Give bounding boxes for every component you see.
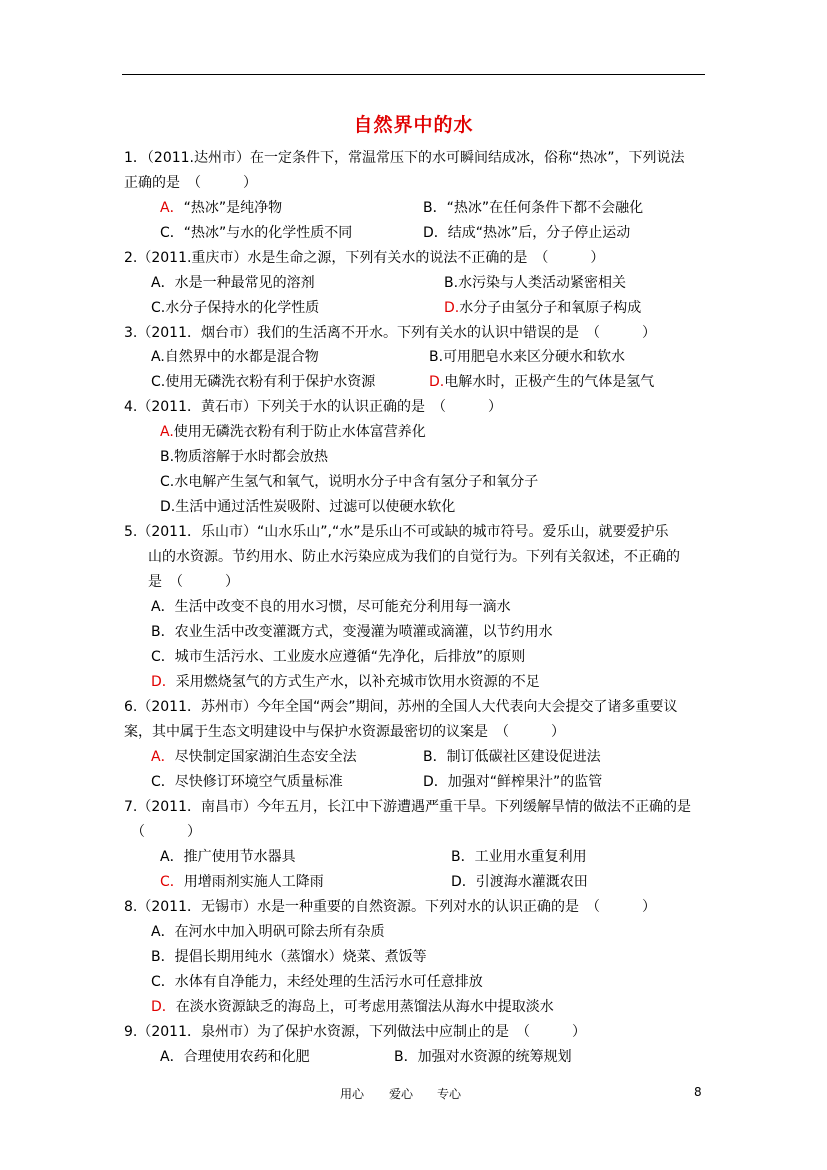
option-letter: A．	[160, 200, 184, 216]
option-letter: C．	[151, 774, 175, 790]
question-5-stem: 5.（2011．乐山市）“山水乐山”,“水”是乐山不可或缺的城市符号。爱乐山，就要爱护乐	[124, 524, 669, 540]
question-2-option	[444, 273, 626, 293]
option-text: 工业用水重复利用	[474, 849, 587, 865]
option-letter: A．	[160, 1049, 184, 1065]
option-letter: B．	[394, 1049, 418, 1065]
question-6-option	[151, 772, 343, 792]
footer-item: 用心	[340, 1087, 365, 1101]
option-text: 水是一种最常见的溶剂	[174, 275, 315, 291]
question-5-option	[151, 597, 511, 617]
option-letter: D．	[423, 774, 448, 790]
question-9-stem: 9.（2011．泉州市）为了保护水资源，下列做法中应制止的是 （ ）	[124, 1024, 586, 1040]
option-letter: C．	[151, 649, 175, 665]
option-text: “热冰”与水的化学性质不同	[183, 225, 353, 241]
question-9-option	[394, 1047, 572, 1067]
option-letter: C．	[151, 974, 175, 990]
option-letter: D.	[444, 300, 460, 316]
question-3-option	[151, 347, 319, 367]
option-letter: D．	[423, 225, 448, 241]
question-2-option	[151, 298, 319, 318]
option-text: 水污染与人类活动紧密相关	[458, 275, 627, 291]
option-text: 加强对“鲜榨果汁”的监管	[447, 774, 603, 790]
option-text: 城市生活污水、工业废水应遵循“先净化，后排放”的原则	[174, 649, 526, 665]
option-text: 尽快制定国家湖泊生态安全法	[174, 749, 357, 765]
page-title: 自然界中的水	[353, 114, 474, 136]
question-8-option	[151, 947, 427, 967]
option-letter: B.	[429, 349, 444, 365]
option-text: “热冰”是纯净物	[183, 200, 283, 216]
option-letter: A.	[160, 424, 174, 440]
question-2-stem: 2.（2011.重庆市）水是生命之源，下列有关水的说法不正确的是 （ ）	[124, 250, 605, 266]
question-9-option	[160, 1047, 310, 1067]
question-7-option	[451, 847, 587, 867]
question-1-option	[423, 198, 643, 218]
option-letter: B.	[444, 275, 459, 291]
option-text: 加强对水资源的统筹规划	[417, 1049, 572, 1065]
question-5-stem: 山的水资源。节约用水、防止水污染应成为我们的自觉行为。下列有关叙述，不正确的	[148, 549, 680, 565]
option-text: 用增雨剂实施人工降雨	[183, 874, 324, 890]
option-letter: B．	[423, 749, 447, 765]
question-7-option	[160, 872, 324, 892]
option-letter: A．	[151, 924, 175, 940]
question-4-option	[160, 447, 328, 467]
option-text: 自然界中的水都是混合物	[164, 349, 319, 365]
question-5-stem: 是 （ ）	[148, 574, 239, 590]
question-3-stem: 3.（2011．烟台市）我们的生活离不开水。下列有关水的认识中错误的是 （ ）	[124, 325, 656, 341]
question-1-stem: 1．（2011.达州市）在一定条件下，常温常压下的水可瞬间结成冰，俗称“热冰”，下列说法	[124, 150, 685, 166]
option-letter: B．	[151, 949, 175, 965]
question-7-stem: 7.（2011．南昌市）今年五月，长江中下游遭遇严重干旱。下列缓解旱情的做法不正确的是	[124, 799, 691, 815]
question-4-option	[160, 422, 426, 442]
option-letter: A．	[160, 849, 184, 865]
option-text: 水分子由氢分子和氧原子构成	[459, 300, 642, 316]
question-6-option	[151, 747, 357, 767]
option-text: 可用肥皂水来区分硬水和软水	[443, 349, 626, 365]
option-letter: A.	[151, 349, 165, 365]
question-5-option	[151, 672, 540, 692]
footer-item: 爱心	[389, 1087, 414, 1101]
question-2-option	[444, 298, 641, 318]
question-8-option	[151, 922, 385, 942]
option-letter: B.	[160, 449, 175, 465]
option-text: 在淡水资源缺乏的海岛上，可考虑用蒸馏法从海水中提取淡水	[175, 999, 554, 1015]
question-2-option	[151, 273, 315, 293]
footer-item: 专心	[437, 1087, 462, 1101]
question-5-option	[151, 647, 525, 667]
option-letter: C．	[160, 874, 184, 890]
option-letter: D.	[160, 499, 176, 515]
header-rule	[122, 74, 705, 75]
option-text: 生活中通过活性炭吸附、过滤可以使硬水软化	[175, 499, 456, 515]
question-1-option	[160, 223, 352, 243]
option-letter: C.	[151, 374, 166, 390]
question-4-option	[160, 472, 538, 492]
option-text: 使用无磷洗衣粉有利于保护水资源	[165, 374, 376, 390]
question-3-option	[151, 372, 375, 392]
option-text: 使用无磷洗衣粉有利于防止水体富营养化	[173, 424, 426, 440]
question-8-stem: 8.（2011．无锡市）水是一种重要的自然资源。下列对水的认识正确的是 （ ）	[124, 899, 656, 915]
option-text: 水体有自净能力，未经处理的生活污水可任意排放	[174, 974, 483, 990]
option-letter: D.	[429, 374, 445, 390]
option-text: 尽快修订环境空气质量标准	[174, 774, 343, 790]
option-letter: C.	[160, 474, 175, 490]
option-letter: A．	[151, 749, 175, 765]
question-7-stem: （ ）	[131, 824, 201, 840]
option-text: 物质溶解于水时都会放热	[174, 449, 329, 465]
question-6-option	[423, 747, 601, 767]
option-text: 合理使用农药和化肥	[183, 1049, 310, 1065]
option-text: 生活中改变不良的用水习惯，尽可能充分利用每一滴水	[174, 599, 511, 615]
question-3-option	[429, 372, 654, 392]
option-letter: C.	[151, 300, 166, 316]
option-letter: A．	[151, 275, 175, 291]
question-1-stem: 正确的是 （ ）	[124, 175, 257, 191]
option-letter: B．	[451, 849, 475, 865]
option-text: 农业生活中改变灌溉方式，变漫灌为喷灌或滴灌，以节约用水	[174, 624, 553, 640]
question-8-option	[151, 997, 554, 1017]
option-text: 制订低碳社区建设促进法	[446, 749, 601, 765]
question-7-option	[160, 847, 296, 867]
question-4-stem: 4.（2011．黄石市）下列关于水的认识正确的是 （ ）	[124, 399, 502, 415]
option-letter: D．	[451, 874, 476, 890]
question-8-option	[151, 972, 483, 992]
question-5-option	[151, 622, 553, 642]
option-text: 水分子保持水的化学性质	[165, 300, 320, 316]
option-text: 引渡海水灌溉农田	[475, 874, 588, 890]
question-6-option	[423, 772, 602, 792]
option-letter: A．	[151, 599, 175, 615]
question-3-option	[429, 347, 625, 367]
option-text: 提倡长期用纯水（蒸馏水）烧菜、煮饭等	[174, 949, 427, 965]
question-6-stem: 6.（2011．苏州市）今年全国“两会”期间，苏州的全国人大代表向大会提交了诸多重要议	[124, 699, 678, 715]
option-text: 采用燃烧氢气的方式生产水，以补充城市饮用水资源的不足	[175, 674, 540, 690]
option-letter: B．	[151, 624, 175, 640]
question-1-option	[160, 198, 282, 218]
option-letter: B．	[423, 200, 447, 216]
option-text: 电解水时，正极产生的气体是氢气	[444, 374, 655, 390]
option-text: “热冰”在任何条件下都不会融化	[446, 200, 644, 216]
option-letter: C．	[160, 225, 184, 241]
page-number: 8	[694, 1085, 702, 1099]
option-text: 推广使用节水器具	[183, 849, 296, 865]
question-7-option	[451, 872, 588, 892]
option-letter: D．	[151, 674, 176, 690]
question-6-stem: 案，其中属于生态文明建设中与保护水资源最密切的议案是 （ ）	[124, 724, 565, 740]
question-1-option	[423, 223, 630, 243]
question-4-option	[160, 497, 455, 517]
option-text: 水电解产生氢气和氧气，说明水分子中含有氢分子和氧分子	[174, 474, 539, 490]
option-letter: D．	[151, 999, 176, 1015]
option-text: 结成“热冰”后，分子停止运动	[447, 225, 631, 241]
option-text: 在河水中加入明矾可除去所有杂质	[174, 924, 385, 940]
